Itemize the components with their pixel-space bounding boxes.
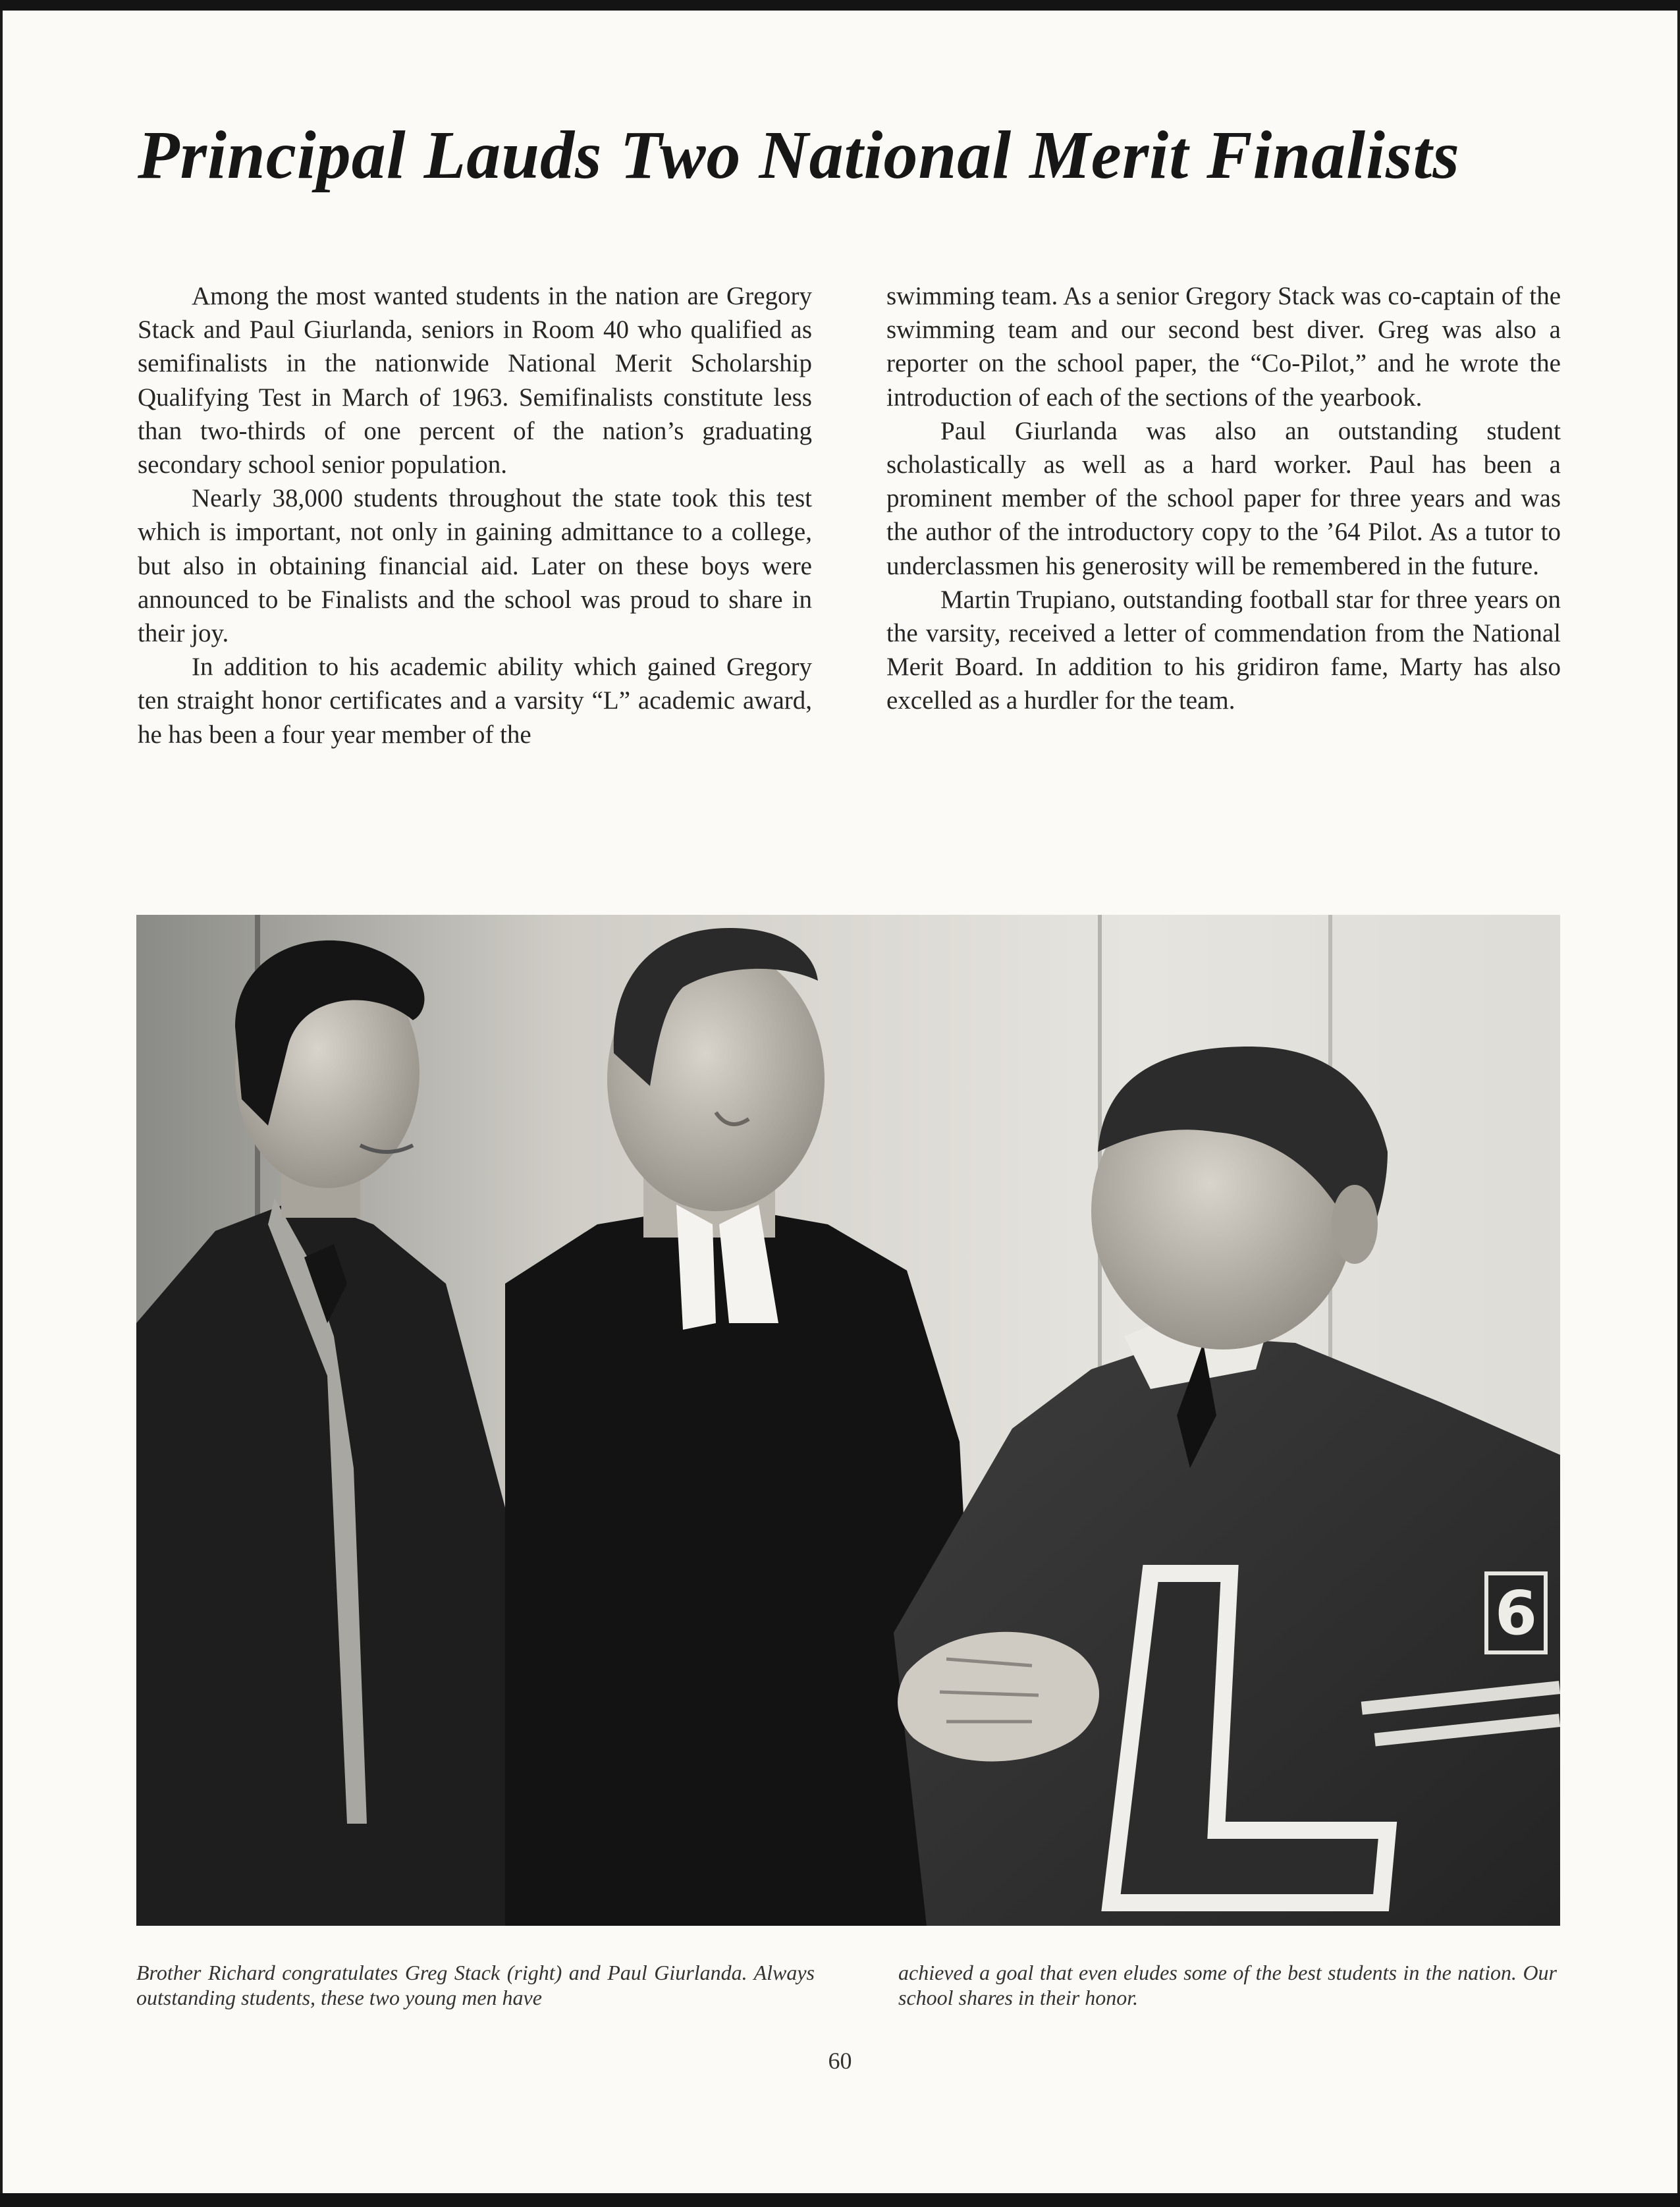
article-paragraph: swimming team. As a senior Gregory Stack was co-captain of the swimming team and our second best diver. Greg was also a reporter on the school paper, the “Co-Pilot,” and he wrote the introduction of each of the sections of the yearbook.: [886, 282, 1561, 412]
sweater-letter-text: L: [1203, 1751, 1204, 1752]
group-photo: [136, 915, 1560, 1926]
article-paragraph: Paul Giurlanda was also an outstanding student scholastically as well as a hard worker. Paul has been a prominent member of the school paper for three years and was the author of the introductory copy to the ’64 Pilot. As a tutor to underclassmen his generosity will be remembered in the future.: [886, 416, 1561, 580]
photo-caption-right: achieved a goal that even eludes some of the best students in the nation. Our school shares in their honor.: [898, 1961, 1557, 2009]
photo-illustration: [136, 915, 1560, 1926]
photo-caption-left: Brother Richard congratulates Greg Stack (right) and Paul Giurlanda. Always outstanding students, these two young men have: [136, 1961, 815, 2009]
page-number: 60: [828, 2048, 852, 2074]
sleeve-number: 6: [1494, 1578, 1538, 1648]
yearbook-page: [3, 11, 1677, 2193]
scan-border-top: [0, 0, 1680, 11]
page-headline: Principal Lauds Two National Merit Finalists: [138, 117, 1460, 193]
scan-border-bottom: [0, 2193, 1680, 2207]
article-paragraph: Martin Trupiano, outstanding football star for three years on the varsity, received a letter of commendation from the National Merit Board. In addition to his gridiron fame, Marty has also excelled as a hurdler for the team.: [886, 585, 1561, 715]
article-paragraph: Among the most wanted students in the nation are Gregory Stack and Paul Giurlanda, seniors in Room 40 who qualified as semifinalists in the nationwide National Merit Scholarship Qualifying Test in March of 1963. Semifinalists constitute less than two-thirds of one percent of the nation’s graduating secondary school senior population.: [138, 282, 812, 479]
article-column-right: [886, 279, 1561, 718]
article-paragraph: In addition to his academic ability which gained Gregory ten straight honor certificates and a varsity “L” academic award, he has been a four year member of the: [138, 653, 812, 749]
article-paragraph: Nearly 38,000 students throughout the state took this test which is important, not only in gaining admittance to a college, but also in obtaining financial aid. Later on these boys were announced to be Finalists and the school was proud to share in their joy.: [138, 484, 812, 648]
article-column-left: [138, 279, 812, 751]
